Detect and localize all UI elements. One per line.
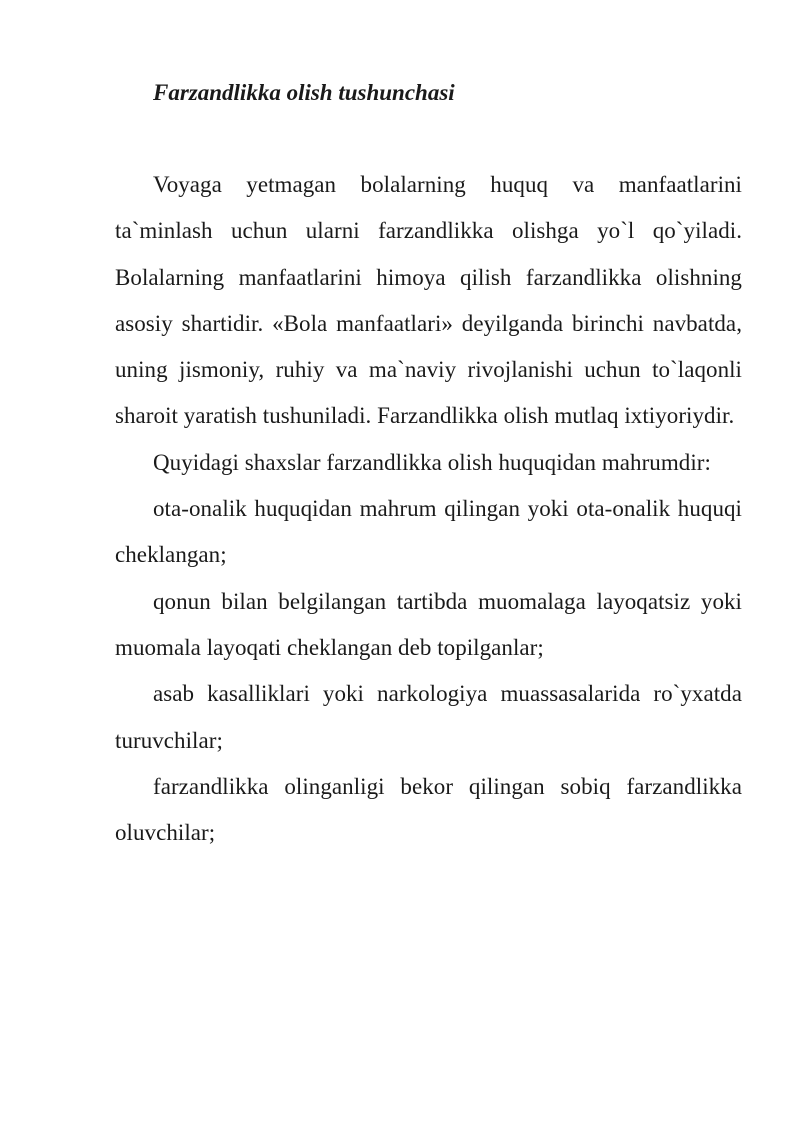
document-page [115,70,742,856]
list-item-registered-patients: asab kasalliklari yoki narkologiya muassasalarida ro`yxatda turuvchilar; [115,681,742,753]
paragraph-intro: Voyaga yetmagan bolalarning huquq va manfaatlarini ta`minlash uchun ularni farzandlikka olishga yo`l qo`yiladi. Bolalarning manfaatlarini himoya qilish farzandlikka olishning asosiy shartidir. «Bola manfaatlari» deyilganda birinchi navbatda, uning jismoniy, ruhiy va ma`naviy rivojlanishi uchun to`laqonli sharoit yaratish tushuniladi. Farzandlikka olish mutlaq ixtiyoriydir. [115,172,742,429]
paragraph-deprived-persons: Quyidagi shaxslar farzandlikka olish huquqidan mahrumdir: [153,449,711,475]
list-item-former-adopters: farzandlikka olinganligi bekor qilingan sobiq farzandlikka oluvchilar; [115,773,742,846]
section-title: Farzandlikka olish tushunchasi [153,80,455,105]
list-item-parental-rights: ota-onalik huquqidan mahrum qilingan yoki ota-onalik huquqi cheklangan; [115,496,742,568]
list-item-legal-capacity: qonun bilan belgilangan tartibda muomalaga layoqatsiz yoki muomala layoqati cheklangan deb topilganlar; [115,588,742,660]
